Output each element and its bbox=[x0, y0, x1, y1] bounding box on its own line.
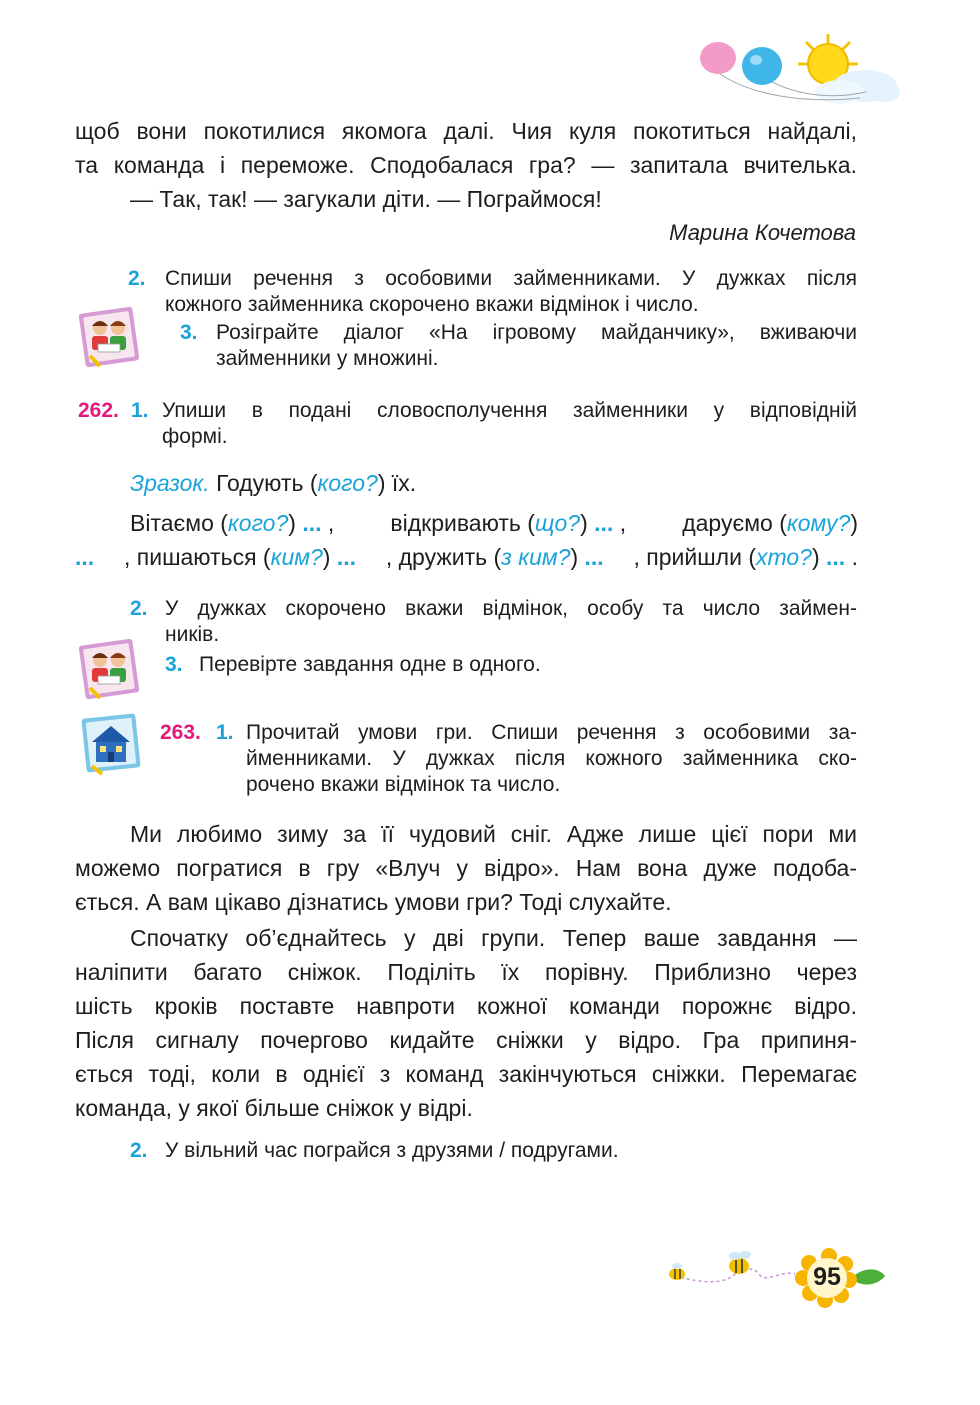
sample-label: Зразок. bbox=[130, 470, 210, 496]
phrase-text: відкривають ( bbox=[390, 510, 535, 536]
paragraph-line: Спочатку об’єднайтесь у дві групи. Тепер ваше завдання — bbox=[130, 925, 857, 951]
paragraph-line: Після сигналу почергово кидайте сніжки у відро. Гра припиня- bbox=[75, 1027, 857, 1053]
task-number: 2. bbox=[130, 597, 148, 620]
sample-line bbox=[130, 466, 416, 500]
question-word: кому? bbox=[786, 510, 851, 536]
question-word: що? bbox=[534, 510, 581, 536]
text-line: щоб вони покотилися якомога далі. Чия куля покотиться найдалі, bbox=[75, 118, 857, 144]
blank-dots: ... bbox=[584, 544, 604, 570]
phrase-text: , bbox=[327, 510, 335, 536]
phrase bbox=[682, 506, 858, 540]
task-number: 2. bbox=[128, 267, 146, 290]
phrase-text: ) bbox=[570, 544, 579, 570]
phrase bbox=[386, 540, 604, 574]
text-line: — Так, так! — загукали діти. — Пограймося! bbox=[130, 186, 602, 212]
paragraph-line: ється. А вам цікаво дізнатись умови гри? Тоді слухайте. bbox=[75, 889, 672, 915]
house-icon bbox=[78, 712, 146, 778]
task-text: ників. bbox=[165, 623, 220, 646]
task-text: Спиши речення з особовими займенниками. У дужках після bbox=[165, 267, 857, 290]
paragraph-line: ється тоді, коли в однієї з команд закінчуються сніжки. Перемагає bbox=[75, 1061, 857, 1087]
paragraph-line: можемо погратися в гру «Влуч у відро». Нам вона дуже подоба- bbox=[75, 855, 857, 881]
task-number: 1. bbox=[216, 721, 234, 744]
blank-dots: ... bbox=[594, 510, 614, 536]
page-number: 95 bbox=[813, 1263, 841, 1291]
blank-dots: ... bbox=[75, 544, 95, 570]
task-number: 1. bbox=[131, 399, 149, 422]
exercise-number: 262. bbox=[78, 399, 119, 422]
question-word: з ким? bbox=[501, 544, 571, 570]
task-text: Прочитай умови гри. Спиши речення з особовими за- bbox=[246, 721, 857, 744]
phrase-text: , bbox=[619, 510, 627, 536]
phrase bbox=[124, 540, 356, 574]
phrase-text: ) bbox=[811, 544, 820, 570]
text-line: та команда і переможе. Сподобалася гра? — запитала вчителька. bbox=[75, 152, 857, 178]
exercise-number: 263. bbox=[160, 721, 201, 744]
phrase bbox=[390, 506, 626, 540]
task-text: Упиши в подані словосполучення займенники у відповідній bbox=[162, 399, 857, 422]
task-text: займенники у множині. bbox=[216, 347, 439, 370]
question-word: кого? bbox=[317, 470, 378, 496]
phrase bbox=[130, 506, 334, 540]
task-text: Перевірте завдання одне в одного. bbox=[199, 653, 541, 676]
sample-text: Годують ( bbox=[216, 470, 318, 496]
phrase-text: , прийшли ( bbox=[633, 544, 756, 570]
task-text: Розіграйте діалог «На ігровому майданчику», вживаючи bbox=[216, 321, 857, 344]
phrase-text: , дружить ( bbox=[385, 544, 502, 570]
task-number: 3. bbox=[165, 653, 183, 676]
task-text: формі. bbox=[162, 425, 228, 448]
task-text: У вільний час пограйся з друзями / подругами. bbox=[165, 1139, 619, 1162]
phrase-text: Вітаємо ( bbox=[130, 510, 228, 536]
exercise-line bbox=[75, 540, 858, 574]
task-text: йменниками. У дужках після кожного займенника ско- bbox=[246, 747, 857, 770]
bees-flower-icon bbox=[655, 1240, 890, 1320]
kids-pair-icon bbox=[76, 306, 142, 372]
phrase-text: . bbox=[851, 544, 858, 570]
kids-pair-icon bbox=[76, 638, 142, 704]
question-word: ким? bbox=[270, 544, 323, 570]
question-word: хто? bbox=[755, 544, 812, 570]
author-name: Марина Кочетова bbox=[669, 220, 856, 245]
blank-dots: ... bbox=[336, 544, 357, 570]
exercise-line bbox=[130, 506, 858, 540]
sample-text: ) їх. bbox=[377, 470, 417, 496]
paragraph-line: Ми любимо зиму за її чудовий сніг. Адже лише цієї пори ми bbox=[130, 821, 857, 847]
task-text: кожного займенника скорочено вкажи відмінок і число. bbox=[165, 293, 699, 316]
blank-dots: ... bbox=[826, 544, 846, 570]
task-number: 2. bbox=[130, 1139, 148, 1162]
task-text: рочено вкажи відмінок та число. bbox=[246, 773, 561, 796]
balloons-sun-icon bbox=[690, 28, 900, 120]
phrase-text: ) bbox=[580, 510, 588, 536]
paragraph-line: команда, у якої більше сніжок у відрі. bbox=[75, 1095, 473, 1121]
paragraph-line: шість кроків поставте навпроти кожної команди порожнє відро. bbox=[75, 993, 857, 1019]
blank-dots: ... bbox=[302, 510, 322, 536]
phrase-text: ) bbox=[850, 510, 858, 536]
question-word: кого? bbox=[227, 510, 289, 536]
phrase-text: , пишаються ( bbox=[123, 544, 271, 570]
phrase bbox=[633, 540, 858, 574]
paragraph-line: наліпити багато сніжок. Поділіть їх порівну. Приблизно через bbox=[75, 959, 857, 985]
task-number: 3. bbox=[180, 321, 198, 344]
phrase-text: ) bbox=[322, 544, 331, 570]
task-text: У дужках скорочено вкажи відмінок, особу та число займен- bbox=[165, 597, 857, 620]
phrase-text: ) bbox=[288, 510, 296, 536]
phrase-text: даруємо ( bbox=[682, 510, 787, 536]
